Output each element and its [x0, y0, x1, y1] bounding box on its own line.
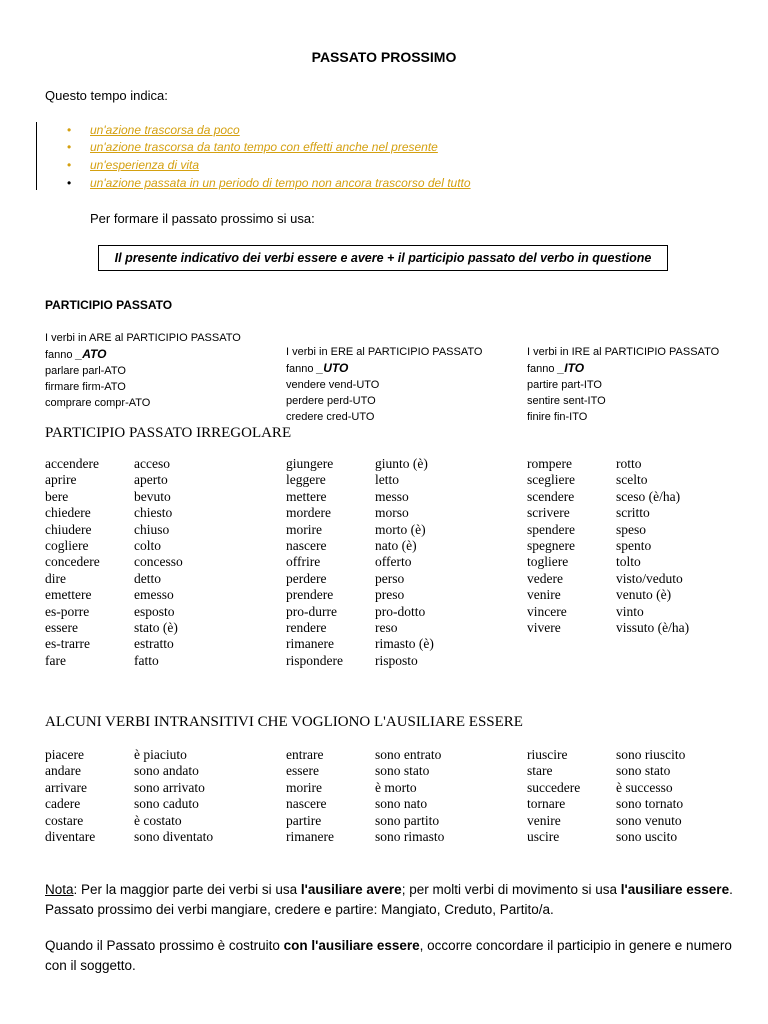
- verb-participle: visto/veduto: [616, 570, 683, 586]
- verb-infinitive: offrire: [286, 554, 321, 570]
- verb-infinitive: vincere: [527, 603, 567, 619]
- verb-participle: pro-dotto: [375, 603, 426, 619]
- regular-example: parlare parl-ATO: [45, 365, 126, 377]
- verb-participle: messo: [375, 488, 409, 504]
- verb-infinitive: morire: [286, 521, 322, 537]
- bullet-dot: •: [67, 140, 72, 154]
- verb-infinitive: essere: [45, 620, 78, 635]
- verb-infinitive: leggere: [286, 472, 326, 488]
- regular-example: comprare compr-ATO: [45, 397, 151, 409]
- intransitive-heading: ALCUNI VERBI INTRANSITIVI CHE VOGLIONO L'AUSILIARE ESSERE: [45, 714, 523, 730]
- fanno-label: fanno: [45, 349, 76, 361]
- verb-infinitive: rispondere: [286, 652, 343, 668]
- verb-infinitive: tornare: [527, 796, 566, 812]
- bullet-item: [67, 158, 199, 172]
- regular-column-ere: [286, 344, 482, 425]
- verb-participle: è piaciuto: [134, 747, 187, 762]
- verb-infinitive: vedere: [527, 570, 563, 586]
- verb-participle: giunto (è): [375, 456, 428, 471]
- verb-infinitive: morire: [286, 779, 322, 795]
- verb-participle: sono diventato: [134, 829, 214, 844]
- verb-infinitive: perdere: [286, 570, 327, 586]
- bullet-text[interactable]: un'azione trascorsa da poco: [90, 123, 240, 137]
- verb-infinitive: cogliere: [45, 538, 89, 553]
- verb-infinitive: uscire: [527, 829, 560, 844]
- verb-participle: sono partito: [375, 812, 440, 828]
- verb-participle: sono riuscito: [616, 747, 686, 762]
- verb-infinitive: emettere: [45, 587, 92, 603]
- verb-participle: sceso (è/ha): [616, 488, 681, 504]
- nota-text: ; per molti verbi di movimento si usa: [401, 882, 621, 897]
- nota-bold: l'ausiliare essere: [620, 882, 730, 897]
- irregular-heading: PARTICIPIO PASSATO IRREGOLARE: [45, 425, 292, 441]
- bullet-item: [67, 123, 240, 137]
- verb-infinitive: arrivare: [45, 779, 87, 795]
- verb-infinitive: vivere: [527, 620, 561, 635]
- verb-infinitive: mettere: [286, 488, 327, 504]
- ending-label: _UTO: [316, 361, 349, 375]
- bullet-item: [67, 176, 471, 190]
- verb-infinitive: spendere: [527, 521, 575, 537]
- verb-participle: tolto: [616, 554, 641, 570]
- verb-participle: rimasto (è): [375, 636, 434, 652]
- verb-participle: offerto: [375, 554, 412, 570]
- regular-fanno: [45, 346, 241, 363]
- verb-infinitive: concedere: [45, 554, 100, 570]
- regular-example: vendere vend-UTO: [286, 379, 380, 391]
- regular-example: credere cred-UTO: [286, 411, 375, 423]
- verb-infinitive: chiudere: [45, 521, 92, 537]
- verb-infinitive: giungere: [286, 456, 334, 471]
- verb-participle: chiesto: [134, 505, 173, 521]
- verb-infinitive: es-trarre: [45, 636, 90, 652]
- verb-participle: sono stato: [375, 763, 430, 779]
- fanno-label: fanno: [286, 363, 317, 375]
- verb-infinitive: venire: [527, 812, 561, 828]
- verb-participle: scritto: [616, 505, 650, 521]
- verb-infinitive: rimanere: [286, 636, 334, 652]
- verb-participle: chiuso: [134, 521, 170, 537]
- verb-participle: rotto: [616, 456, 642, 471]
- verb-infinitive: chiedere: [45, 505, 91, 521]
- verb-infinitive: mordere: [286, 505, 331, 521]
- verb-infinitive: piacere: [45, 747, 84, 762]
- verb-infinitive: stare: [527, 763, 553, 779]
- page-title: PASSATO PROSSIMO: [311, 49, 457, 65]
- fanno-label: fanno: [527, 363, 558, 375]
- verb-infinitive: venire: [527, 587, 561, 603]
- verb-infinitive: cadere: [45, 796, 81, 812]
- verb-participle: morso: [375, 505, 409, 521]
- verb-participle: stato (è): [134, 620, 178, 635]
- verb-infinitive: pro-durre: [286, 603, 337, 619]
- verb-infinitive: nascere: [286, 796, 327, 812]
- verb-participle: esposto: [134, 603, 175, 619]
- nota-text: . Passato prossimo dei verbi mangiare, credere e partire: Mangiato, Creduto, Partito/a.: [45, 882, 733, 917]
- verb-participle: emesso: [134, 587, 174, 603]
- regular-fanno: [286, 360, 482, 377]
- verb-infinitive: essere: [286, 763, 319, 779]
- regular-example: partire part-ITO: [527, 379, 602, 391]
- rule-box: Il presente indicativo dei verbi essere e avere + il participio passato del verbo in questione: [98, 245, 668, 271]
- verb-participle: perso: [375, 570, 405, 586]
- verb-participle: sono uscito: [616, 829, 678, 844]
- verb-participle: sono arrivato: [134, 779, 205, 795]
- bullet-dot: •: [67, 123, 72, 137]
- verb-participle: preso: [375, 587, 405, 603]
- quando-text: Quando il Passato prossimo è costruito: [45, 938, 284, 953]
- verb-infinitive: andare: [45, 763, 81, 779]
- regular-column-are: [45, 330, 241, 411]
- bullet-dot: •: [67, 176, 72, 190]
- verb-participle: è costato: [134, 812, 182, 828]
- verb-participle: risposto: [375, 652, 418, 668]
- verb-participle: acceso: [134, 456, 170, 471]
- bullet-dot: •: [67, 158, 72, 172]
- verb-infinitive: rendere: [286, 620, 327, 635]
- verb-infinitive: riuscire: [527, 747, 568, 762]
- verb-participle: sono tornato: [616, 796, 684, 812]
- verb-infinitive: fare: [45, 652, 66, 668]
- verb-participle: speso: [616, 521, 646, 537]
- regular-example: sentire sent-ITO: [527, 395, 606, 407]
- verb-participle: spento: [616, 538, 652, 553]
- regular-example: perdere perd-UTO: [286, 395, 376, 407]
- verb-participle: detto: [134, 570, 161, 586]
- regular-example: finire fin-ITO: [527, 411, 588, 423]
- verb-infinitive: partire: [286, 812, 322, 828]
- regular-fanno: [527, 360, 719, 377]
- verb-participle: estratto: [134, 636, 174, 652]
- verb-participle: è morto: [375, 779, 417, 795]
- bullet-text[interactable]: un'azione passata in un periodo di tempo non ancora trascorso del tutto: [90, 176, 471, 190]
- verb-participle: reso: [375, 620, 398, 635]
- formare-text: Per formare il passato prossimo si usa:: [90, 211, 315, 226]
- verb-infinitive: rompere: [527, 456, 572, 471]
- verb-participle: scelto: [616, 472, 648, 488]
- verb-participle: bevuto: [134, 488, 171, 504]
- verb-infinitive: aprire: [45, 472, 77, 488]
- regular-heading: I verbi in ARE al PARTICIPIO PASSATO: [45, 332, 241, 344]
- verb-infinitive: rimanere: [286, 829, 334, 844]
- verb-participle: sono entrato: [375, 747, 442, 762]
- verb-participle: è successo: [616, 779, 673, 795]
- verb-infinitive: scrivere: [527, 505, 570, 521]
- verb-participle: fatto: [134, 652, 159, 668]
- verb-participle: sono caduto: [134, 796, 199, 812]
- verb-infinitive: diventare: [45, 829, 96, 844]
- nota-label: Nota: [45, 882, 74, 897]
- verb-infinitive: prendere: [286, 587, 334, 603]
- quando-text: , occorre concordare il participio in genere e numero con il soggetto.: [45, 938, 732, 973]
- verb-infinitive: scegliere: [527, 472, 575, 488]
- verb-infinitive: es-porre: [45, 603, 90, 619]
- verb-infinitive: dire: [45, 570, 66, 586]
- regular-heading: I verbi in IRE al PARTICIPIO PASSATO: [527, 346, 720, 358]
- quando-paragraph: [45, 936, 745, 976]
- participio-heading: PARTICIPIO PASSATO: [45, 298, 173, 312]
- verb-infinitive: succedere: [527, 779, 581, 795]
- nota-text: : Per la maggior parte dei verbi si usa: [73, 882, 301, 897]
- regular-column-ire: [527, 344, 719, 425]
- verb-participle: vinto: [616, 603, 644, 619]
- verb-infinitive: spegnere: [527, 538, 575, 553]
- regular-heading: I verbi in ERE al PARTICIPIO PASSATO: [286, 346, 483, 358]
- bullet-item: [67, 140, 438, 154]
- nota-paragraph: [45, 880, 745, 920]
- verb-participle: sono venuto: [616, 812, 682, 828]
- quando-bold: con l'ausiliare essere: [283, 938, 420, 953]
- verb-participle: venuto (è): [616, 587, 672, 603]
- verb-participle: letto: [375, 472, 399, 488]
- verb-infinitive: togliere: [527, 554, 569, 570]
- nota-bold: l'ausiliare avere: [300, 882, 402, 897]
- intro-text: Questo tempo indica:: [45, 88, 168, 103]
- verb-participle: sono rimasto: [375, 829, 445, 844]
- change-bar: [36, 122, 37, 190]
- verb-infinitive: bere: [45, 488, 69, 504]
- verb-infinitive: scendere: [527, 488, 575, 504]
- verb-infinitive: entrare: [286, 747, 324, 762]
- ending-label: _ITO: [557, 361, 585, 375]
- verb-participle: aperto: [134, 472, 168, 488]
- bullet-text[interactable]: un'azione trascorsa da tanto tempo con effetti anche nel presente: [90, 140, 438, 154]
- bullet-text[interactable]: un'esperienza di vita: [90, 158, 200, 172]
- verb-participle: vissuto (è/ha): [616, 620, 690, 635]
- verb-infinitive: accendere: [45, 456, 99, 471]
- ending-label: _ATO: [75, 347, 107, 361]
- verb-participle: sono andato: [134, 763, 199, 779]
- verb-participle: sono stato: [616, 763, 671, 779]
- verb-infinitive: costare: [45, 812, 84, 828]
- verb-infinitive: nascere: [286, 538, 327, 553]
- regular-example: firmare firm-ATO: [45, 381, 126, 393]
- verb-participle: nato (è): [375, 538, 417, 553]
- verb-participle: concesso: [134, 554, 183, 570]
- verb-participle: morto (è): [375, 521, 426, 537]
- verb-participle: colto: [134, 538, 161, 553]
- verb-participle: sono nato: [375, 796, 428, 812]
